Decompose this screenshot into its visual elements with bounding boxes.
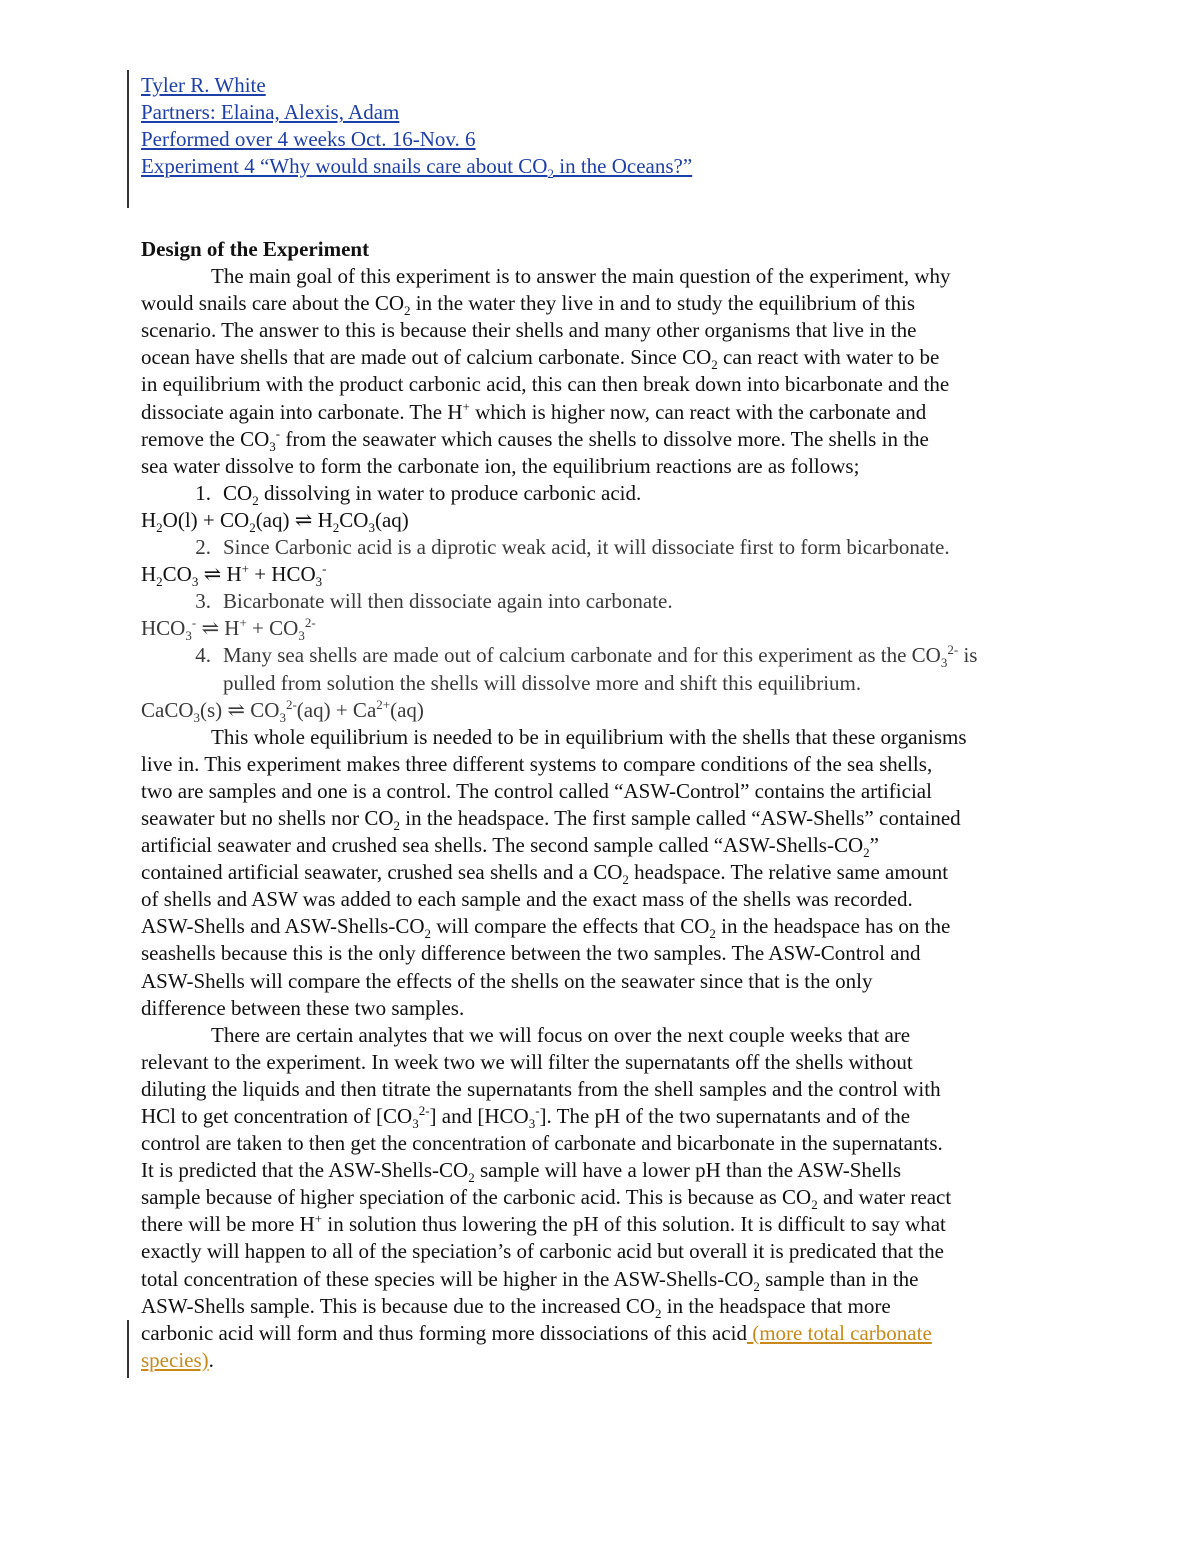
experiment-title[interactable] <box>141 153 1141 180</box>
equation: $HCO_3^-$ ⇌ $H^+ + CO_3^{2-}$ <box>141 615 316 644</box>
paragraph-line: ocean have shells that are made out of calcium carbonate. Since $CO_2$ can react with water to be <box>141 345 940 373</box>
document-header <box>141 72 1141 180</box>
list-item: 1. $CO_2$ dissolving in water to produce carbonic acid. <box>141 480 1071 507</box>
list-item-continued: pulled from solution the shells will dissolve more and shift this equilibrium. <box>223 670 862 695</box>
document-body <box>141 236 1071 1374</box>
paragraph-line: total concentration of these species will be higher in the ASW-$Shells-CO_2$ sample than in the <box>141 1266 919 1294</box>
paragraph-line: live in. This experiment makes three different systems to compare conditions of the sea shells, <box>141 751 933 776</box>
list-number: 3. <box>195 589 211 614</box>
list-number: 4. <box>195 643 211 668</box>
revision-bar <box>127 70 129 208</box>
paragraph-line: dissociate again into carbonate. The H+ which is higher now, can react with the carbonate and <box>141 398 927 424</box>
paragraph-line: would snails care about the $CO_2$ in the water they live in and to study the equilibrium of this <box>141 291 916 319</box>
paragraph-line: sample because of higher speciation of the carbonic acid. This is because as $CO_2$ and water react <box>141 1185 952 1213</box>
dates-line[interactable]: Performed over 4 weeks Oct. 16-Nov. 6 <box>141 127 476 151</box>
paragraph-line: relevant to the experiment. In week two we will filter the supernatants off the shells without <box>141 1049 913 1074</box>
tracked-insertion[interactable]: (more total carbonate <box>746 1320 932 1345</box>
paragraph-line: There are certain analytes that we will focus on over the next couple weeks that are <box>211 1022 911 1047</box>
revision-bar <box>127 1320 129 1378</box>
experiment-title-text: Experiment 4 “Why would snails care about CO <box>141 154 548 178</box>
paragraph-line: of shells and ASW was added to each sample and the exact mass of the shells was recorded. <box>141 887 913 912</box>
partners-line[interactable]: Partners: Elaina, Alexis, Adam <box>141 100 400 124</box>
list-item: 4. Many sea shells are made out of calcium carbonate and for this experiment as the $CO_3^{2-}$ is <box>141 642 1071 669</box>
equation: CaCO$_3$(s) ⇌ $CO_3^{2-}(aq) + Ca^{2+}(aq)$ <box>141 696 424 725</box>
equation: $H_2O(l) + CO_2(aq)$ ⇌ $H_2CO_3(aq)$ <box>141 507 409 536</box>
paragraph-line: ASW-Shells will compare the effects of the shells on the seawater since that is the only <box>141 968 873 993</box>
author-name[interactable]: Tyler R. White <box>141 73 266 97</box>
list-number: 2. <box>195 535 211 560</box>
paragraph-line: ASW-Shells sample. This is because due to the increased $CO_2$ in the headspace that more <box>141 1293 891 1321</box>
paragraph-line: there will be more H+ in solution thus lowering the pH of this solution. It is difficult to say what <box>141 1211 946 1237</box>
paragraph-line: in equilibrium with the product carbonic acid, this can then break down into bicarbonate and the <box>141 372 950 397</box>
paragraph-line: contained artificial seawater, crushed sea shells and a $CO_2$ headspace. The relative same amount <box>141 860 949 888</box>
paragraph-line: ASW-Shells and ASW-$Shells-CO_2$ will compare the effects that $CO_2$ in the headspace has on the <box>141 914 951 942</box>
paragraph-line: exactly will happen to all of the speciation’s of carbonic acid but overall it is predicated that the <box>141 1239 944 1264</box>
experiment-title-sub: 2 <box>547 166 554 182</box>
paragraph-line: two are samples and one is a control. The control called “ASW-Control” contains the artificial <box>141 778 932 803</box>
paragraph-line: The main goal of this experiment is to answer the main question of the experiment, why <box>211 264 951 289</box>
paragraph-line: This whole equilibrium is needed to be in equilibrium with the shells that these organisms <box>211 724 967 749</box>
paragraph-line: artificial seawater and crushed sea shells. The second sample called “$ASW-Shells-CO_2$” <box>141 833 879 861</box>
paragraph-line: difference between these two samples. <box>141 995 465 1020</box>
equation: $H_2CO_3$ ⇌ $H^+ + HCO_3^-$ <box>141 561 327 590</box>
paragraph-line: It is predicted that the ASW-$Shells-CO_2$ sample will have a lower pH than the ASW-Shells <box>141 1158 902 1186</box>
paragraph-line: sea water dissolve to form the carbonate ion, the equilibrium reactions are as follows; <box>141 453 860 478</box>
paragraph-line: diluting the liquids and then titrate the supernatants from the shell samples and the control with <box>141 1076 941 1101</box>
list-item: 3. Bicarbonate will then dissociate again into carbonate. <box>141 588 1071 615</box>
paragraph-line: species). <box>141 1347 214 1372</box>
list-number: 1. <box>195 480 211 505</box>
paragraph-line: seawater but no shells nor $CO_2$ in the headspace. The first sample called “ASW-Shells” contained <box>141 805 961 834</box>
tracked-insertion[interactable]: species) <box>141 1347 209 1372</box>
paragraph-line: control are taken to then get the concentration of carbonate and bicarbonate in the supernatants. <box>141 1131 943 1156</box>
paragraph-line: remove the $CO_3^-$ from the seawater which causes the shells to dissolve more. The shells in the <box>141 425 929 454</box>
paragraph-line: HCl to get concentration of $[CO_3^{2-}]$ and $[HCO_3^-]$. The pH of the two supernatants and of the <box>141 1103 911 1132</box>
paragraph-line: scenario. The answer to this is because their shells and many other organisms that live in the <box>141 318 917 343</box>
list-item: 2. Since Carbonic acid is a diprotic weak acid, it will dissociate first to form bicarbonate. <box>141 534 1071 561</box>
section-heading: Design of the Experiment <box>141 237 370 261</box>
paragraph-line: carbonic acid will form and thus forming more dissociations of this acid (more total carbonate <box>141 1320 932 1345</box>
experiment-title-end: in the Oceans?” <box>553 154 693 178</box>
paragraph-line: seashells because this is the only difference between the two samples. The ASW-Control and <box>141 941 921 966</box>
